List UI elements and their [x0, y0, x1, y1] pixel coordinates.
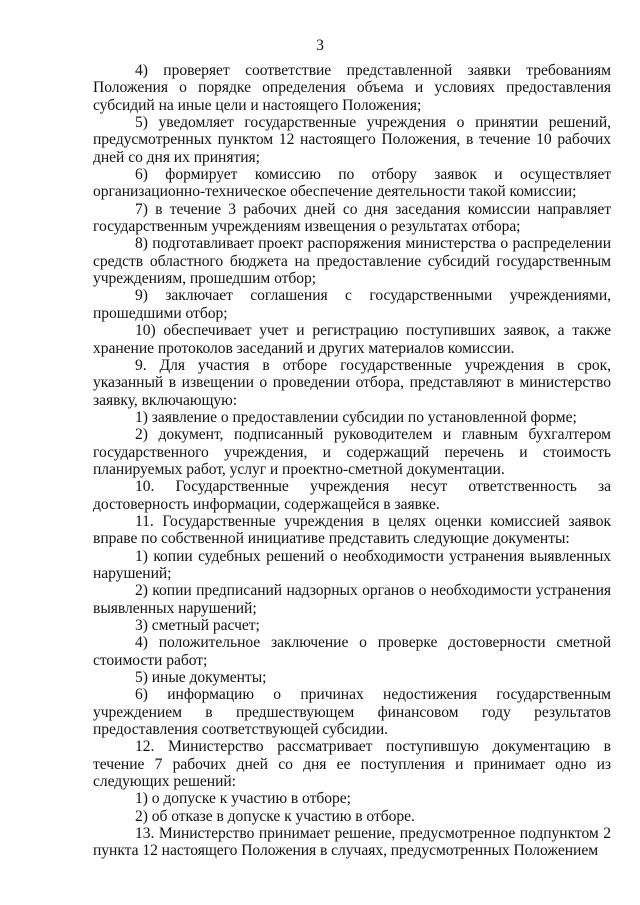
paragraph: 12. Министерство рассматривает поступившую документацию в течение 7 рабочих дней со дня ее поступления и принимает одно из следующих решений: [93, 738, 611, 791]
paragraph: 2) документ, подписанный руководителем и главным бухгалтером государственного учреждения, и содержащий перечень и стоимость планируемых работ, услуг и проектно-сметной документации. [93, 426, 611, 478]
paragraph: 7) в течение 3 рабочих дней со дня заседания комиссии направляет государственным учреждениям извещения о результатах отбора; [93, 200, 611, 236]
paragraph: 1) заявление о предоставлении субсидии по установленной форме; [135, 408, 577, 426]
paragraph: 11. Государственные учреждения в целях оценки комиссией заявок вправе по собственной инициативе представить следующие документы: [93, 512, 611, 548]
paragraph: 9. Для участия в отборе государственные учреждения в срок, указанный в извещении о проведении отбора, представляют в министерство заявку, включающую: [93, 356, 611, 409]
paragraph: 9) заключает соглашения с государственными учреждениями, прошедшими отбор; [93, 287, 611, 322]
paragraph: 5) уведомляет государственные учреждения о принятии решений, предусмотренных пунктом 12 настоящего Положения, в течение 10 рабочих дней со дня их принятия; [93, 114, 611, 166]
paragraph: 2) об отказе в допуске к участию в отборе. [135, 807, 415, 825]
paragraph: 3) сметный расчет; [135, 617, 260, 634]
paragraph: 13. Министерство принимает решение, предусмотренное подпунктом 2 пункта 12 настоящего Положения в случаях, предусмотренных Положением [93, 825, 611, 860]
paragraph: 10. Государственные учреждения несут ответственность за достоверность информации, содержащейся в заявке. [93, 478, 611, 513]
paragraph: 8) подготавливает проект распоряжения министерства о распределении средств областного бюджета на предоставление субсидий государственным учреждениям, прошедшим отбор; [93, 235, 611, 288]
paragraph: 1) о допуске к участию в отборе; [135, 790, 351, 808]
paragraph: 4) положительное заключение о проверке достоверности сметной стоимости работ; [93, 634, 611, 669]
paragraph: 4) проверяет соответствие представленной заявки требованиям Положения о порядке определения объема и условиях предоставления субсидий на иные цели и настоящего Положения; [93, 62, 611, 114]
paragraph: 1) копии судебных решений о необходимости устранения выявленных нарушений; [93, 547, 611, 582]
paragraph: 6) информацию о причинах недостижения государственным учреждением в предшествующем финансовом году результатов предоставления соответствующей субсидии. [93, 686, 611, 739]
document-body [93, 62, 611, 860]
paragraph: 10) обеспечивает учет и регистрацию поступивших заявок, а также хранение протоколов заседаний и других материалов комиссии. [93, 322, 611, 357]
paragraph: 6) формирует комиссию по отбору заявок и осуществляет организационно-техническое обеспечение деятельности такой комиссии; [93, 166, 611, 201]
paragraph: 5) иные документы; [135, 669, 267, 687]
paragraph: 2) копии предписаний надзорных органов о необходимости устранения выявленных нарушений; [93, 582, 611, 617]
page-number: 3 [316, 37, 324, 54]
